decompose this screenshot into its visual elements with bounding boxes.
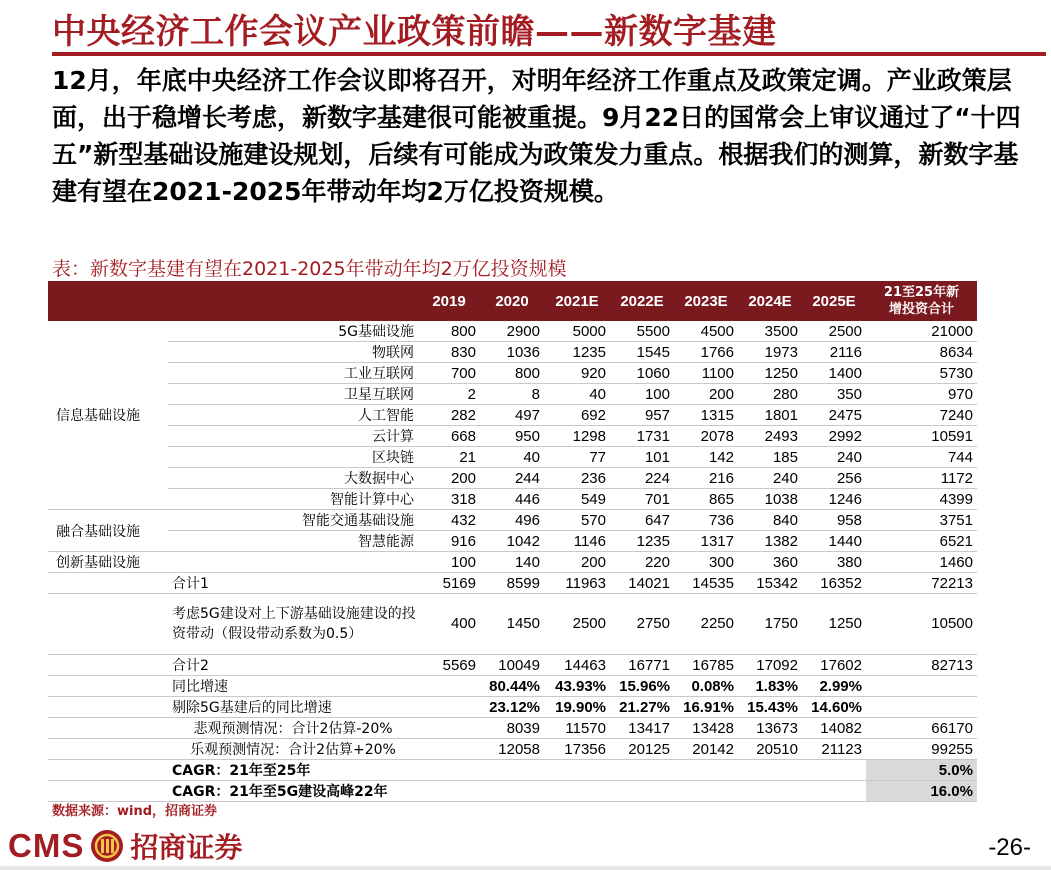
header-year: 2023E [674, 281, 738, 321]
value-cell: 240 [802, 447, 866, 468]
value-cell: 2.99% [802, 676, 866, 697]
sector-name: 大数据中心 [168, 468, 418, 489]
header-year: 2020 [480, 281, 544, 321]
sector-name: 工业互联网 [168, 363, 418, 384]
sector-name: 智慧能源 [168, 531, 418, 552]
blank-cell [48, 739, 168, 760]
table-row-yoy_ex5g [48, 697, 977, 718]
header-year: 2021E [544, 281, 610, 321]
blank-cell [610, 760, 674, 781]
value-cell: 280 [738, 384, 802, 405]
value-cell: 5569 [418, 655, 480, 676]
blank-cell [48, 718, 168, 739]
value-cell: 16352 [802, 573, 866, 594]
value-cell: 840 [738, 510, 802, 531]
value-cell: 14463 [544, 655, 610, 676]
blank-cell [674, 781, 738, 802]
value-cell: 1235 [544, 342, 610, 363]
value-cell: 43.93% [544, 676, 610, 697]
value-cell: 11570 [544, 718, 610, 739]
table-row [48, 426, 977, 447]
table-row [48, 552, 977, 573]
table-row [48, 468, 977, 489]
value-cell: 3500 [738, 321, 802, 342]
sector-name: 5G基础设施 [168, 321, 418, 342]
value-cell: 2992 [802, 426, 866, 447]
value-cell: 920 [544, 363, 610, 384]
blank-cell [544, 781, 610, 802]
value-cell: 14535 [674, 573, 738, 594]
blank-cell [418, 781, 480, 802]
value-cell: 647 [610, 510, 674, 531]
header-year: 2022E [610, 281, 674, 321]
value-cell: 11963 [544, 573, 610, 594]
value-cell: 2750 [610, 594, 674, 655]
value-cell: 318 [418, 489, 480, 510]
value-cell: 20125 [610, 739, 674, 760]
value-cell: 549 [544, 489, 610, 510]
value-cell [866, 676, 977, 697]
value-cell: 1400 [802, 363, 866, 384]
value-cell: 736 [674, 510, 738, 531]
value-cell: 40 [480, 447, 544, 468]
value-cell: 244 [480, 468, 544, 489]
value-cell: 2500 [802, 321, 866, 342]
value-cell: 668 [418, 426, 480, 447]
value-cell: 5500 [610, 321, 674, 342]
blank-cell [674, 760, 738, 781]
value-cell: 432 [418, 510, 480, 531]
category-label: 信息基础设施 [48, 321, 168, 510]
company-logo [8, 826, 242, 866]
value-cell: 100 [418, 552, 480, 573]
sector-name: 智能交通基础设施 [168, 510, 418, 531]
table-row [48, 447, 977, 468]
value-cell: 23.12% [480, 697, 544, 718]
value-cell: 300 [674, 552, 738, 573]
value-cell: 2 [418, 384, 480, 405]
value-cell: 1038 [738, 489, 802, 510]
header-year: 2025E [802, 281, 866, 321]
table-row-yoy [48, 676, 977, 697]
value-cell: 8599 [480, 573, 544, 594]
logo-cms-text: CMS [8, 827, 85, 864]
table-row [48, 342, 977, 363]
value-cell: 7240 [866, 405, 977, 426]
value-cell: 8 [480, 384, 544, 405]
value-cell: 1146 [544, 531, 610, 552]
value-cell: 0.08% [674, 676, 738, 697]
value-cell: 101 [610, 447, 674, 468]
blank-cell [544, 760, 610, 781]
value-cell: 10591 [866, 426, 977, 447]
value-cell [418, 676, 480, 697]
value-cell: 1235 [610, 531, 674, 552]
value-cell: 957 [610, 405, 674, 426]
sector-name: 云计算 [168, 426, 418, 447]
value-cell: 744 [866, 447, 977, 468]
value-cell: 1060 [610, 363, 674, 384]
value-cell: 1750 [738, 594, 802, 655]
value-cell: 1246 [802, 489, 866, 510]
investment-table [48, 281, 977, 802]
table-row-total1 [48, 573, 977, 594]
value-cell: 350 [802, 384, 866, 405]
title-divider [52, 52, 1046, 56]
value-cell: 1382 [738, 531, 802, 552]
value-cell: 830 [418, 342, 480, 363]
value-cell: 15.43% [738, 697, 802, 718]
value-cell: 380 [802, 552, 866, 573]
value-cell: 82713 [866, 655, 977, 676]
value-cell: 4500 [674, 321, 738, 342]
row-label: 同比增速 [168, 676, 418, 697]
table-row [48, 384, 977, 405]
value-cell: 14.60% [802, 697, 866, 718]
value-cell: 1731 [610, 426, 674, 447]
blank-cell [802, 760, 866, 781]
value-cell: 10500 [866, 594, 977, 655]
value-cell: 8039 [480, 718, 544, 739]
row-label: 合计2 [168, 655, 418, 676]
value-cell: 1042 [480, 531, 544, 552]
header-blank [48, 281, 168, 321]
value-cell: 15.96% [610, 676, 674, 697]
cagr-value: 16.0% [866, 781, 977, 802]
sector-name: 区块链 [168, 447, 418, 468]
table-header-row [48, 281, 977, 321]
value-cell: 10049 [480, 655, 544, 676]
table-row [48, 405, 977, 426]
value-cell: 72213 [866, 573, 977, 594]
blank-cell [418, 760, 480, 781]
value-cell: 2900 [480, 321, 544, 342]
value-cell: 13428 [674, 718, 738, 739]
table-row [48, 489, 977, 510]
blank-cell [48, 573, 168, 594]
value-cell: 1973 [738, 342, 802, 363]
value-cell: 1545 [610, 342, 674, 363]
value-cell: 360 [738, 552, 802, 573]
value-cell: 950 [480, 426, 544, 447]
value-cell: 2250 [674, 594, 738, 655]
value-cell: 15342 [738, 573, 802, 594]
value-cell: 17356 [544, 739, 610, 760]
blank-cell [738, 781, 802, 802]
blank-cell [48, 697, 168, 718]
value-cell: 20510 [738, 739, 802, 760]
sector-name: 卫星互联网 [168, 384, 418, 405]
value-cell: 99255 [866, 739, 977, 760]
blank-cell [48, 676, 168, 697]
row-label: 悲观预测情况：合计2估算-20% [168, 718, 418, 739]
value-cell [866, 697, 977, 718]
value-cell: 700 [418, 363, 480, 384]
value-cell: 21000 [866, 321, 977, 342]
row-label: 合计1 [168, 573, 418, 594]
value-cell: 958 [802, 510, 866, 531]
cagr-label: CAGR：21年至25年 [168, 760, 418, 781]
value-cell: 1315 [674, 405, 738, 426]
value-cell: 142 [674, 447, 738, 468]
value-cell: 220 [610, 552, 674, 573]
value-cell [418, 697, 480, 718]
row-label: 考虑5G建设对上下游基础设施建设的投资带动（假设带动系数为0.5） [168, 594, 418, 655]
value-cell: 100 [610, 384, 674, 405]
table-row-optimistic [48, 739, 977, 760]
value-cell: 240 [738, 468, 802, 489]
value-cell: 2500 [544, 594, 610, 655]
value-cell: 1172 [866, 468, 977, 489]
table-row-consider [48, 594, 977, 655]
blank-cell [48, 781, 168, 802]
value-cell: 916 [418, 531, 480, 552]
value-cell: 800 [480, 363, 544, 384]
value-cell: 19.90% [544, 697, 610, 718]
value-cell: 216 [674, 468, 738, 489]
value-cell: 21.27% [610, 697, 674, 718]
value-cell: 692 [544, 405, 610, 426]
table-caption: 表：新数字基建有望在2021-2025年带动年均2万亿投资规模 [52, 258, 567, 280]
value-cell: 400 [418, 594, 480, 655]
value-cell: 1100 [674, 363, 738, 384]
table-row-total2 [48, 655, 977, 676]
value-cell: 497 [480, 405, 544, 426]
category-label: 创新基础设施 [48, 552, 168, 573]
value-cell: 446 [480, 489, 544, 510]
value-cell: 1460 [866, 552, 977, 573]
value-cell: 5730 [866, 363, 977, 384]
value-cell: 5000 [544, 321, 610, 342]
value-cell: 17092 [738, 655, 802, 676]
value-cell: 1440 [802, 531, 866, 552]
value-cell: 1036 [480, 342, 544, 363]
value-cell: 570 [544, 510, 610, 531]
value-cell: 4399 [866, 489, 977, 510]
value-cell: 66170 [866, 718, 977, 739]
value-cell [418, 739, 480, 760]
value-cell: 865 [674, 489, 738, 510]
value-cell: 200 [544, 552, 610, 573]
blank-cell [48, 655, 168, 676]
blank-cell [480, 760, 544, 781]
value-cell [418, 718, 480, 739]
value-cell: 140 [480, 552, 544, 573]
value-cell: 6521 [866, 531, 977, 552]
table-row-pessimistic [48, 718, 977, 739]
value-cell: 2116 [802, 342, 866, 363]
value-cell: 236 [544, 468, 610, 489]
cagr-value: 5.0% [866, 760, 977, 781]
blank-cell [48, 760, 168, 781]
value-cell: 970 [866, 384, 977, 405]
table-row [48, 321, 977, 342]
category-label: 融合基础设施 [48, 510, 168, 552]
blank-cell [802, 781, 866, 802]
header-year: 2019 [418, 281, 480, 321]
value-cell: 282 [418, 405, 480, 426]
table-row-cagr1 [48, 760, 977, 781]
value-cell: 200 [674, 384, 738, 405]
value-cell: 16.91% [674, 697, 738, 718]
value-cell: 1801 [738, 405, 802, 426]
value-cell: 1.83% [738, 676, 802, 697]
table-row [48, 510, 977, 531]
value-cell: 200 [418, 468, 480, 489]
blank-cell [738, 760, 802, 781]
value-cell: 20142 [674, 739, 738, 760]
value-cell: 1250 [802, 594, 866, 655]
value-cell: 17602 [802, 655, 866, 676]
page-number: -26- [988, 834, 1031, 861]
value-cell: 8634 [866, 342, 977, 363]
intro-paragraph: 12月，年底中央经济工作会议即将召开，对明年经济工作重点及政策定调。产业政策层面，出于稳增长考虑，新数字基建很可能被重提。9月22日的国常会上审议通过了“十四五”新型基础设施建设规划，后续有可能成为政策发力重点。根据我们的测算，新数字基建有望在2021-2025年带动年均2万亿投资规模。 [52, 66, 1021, 206]
value-cell: 2078 [674, 426, 738, 447]
value-cell: 80.44% [480, 676, 544, 697]
value-cell: 1317 [674, 531, 738, 552]
blank-cell [480, 781, 544, 802]
table-row-cagr2 [48, 781, 977, 802]
value-cell: 800 [418, 321, 480, 342]
value-cell: 12058 [480, 739, 544, 760]
sector-name: 物联网 [168, 342, 418, 363]
value-cell: 2475 [802, 405, 866, 426]
value-cell: 224 [610, 468, 674, 489]
footer-divider [0, 866, 1051, 870]
sector-name: 人工智能 [168, 405, 418, 426]
value-cell: 16785 [674, 655, 738, 676]
value-cell: 21 [418, 447, 480, 468]
table-row [48, 531, 977, 552]
value-cell: 13417 [610, 718, 674, 739]
value-cell: 1250 [738, 363, 802, 384]
value-cell: 14082 [802, 718, 866, 739]
blank-cell [610, 781, 674, 802]
cagr-label: CAGR：21年至5G建设高峰22年 [168, 781, 418, 802]
blank-cell [48, 594, 168, 655]
row-label: 乐观预测情况：合计2估算+20% [168, 739, 418, 760]
header-year: 2024E [738, 281, 802, 321]
page-title: 中央经济工作会议产业政策前瞻——新数字基建 [52, 12, 777, 52]
data-source: 数据来源：wind，招商证券 [52, 804, 218, 819]
row-label: 剔除5G基建后的同比增速 [168, 697, 418, 718]
value-cell: 13673 [738, 718, 802, 739]
value-cell: 3751 [866, 510, 977, 531]
logo-cn-text: 招商证券 [130, 831, 243, 864]
value-cell: 14021 [610, 573, 674, 594]
value-cell: 1766 [674, 342, 738, 363]
value-cell: 77 [544, 447, 610, 468]
value-cell: 40 [544, 384, 610, 405]
sector-name: 智能计算中心 [168, 489, 418, 510]
value-cell: 496 [480, 510, 544, 531]
value-cell: 1450 [480, 594, 544, 655]
sector-name [168, 552, 418, 573]
value-cell: 701 [610, 489, 674, 510]
value-cell: 256 [802, 468, 866, 489]
value-cell: 2493 [738, 426, 802, 447]
header-total: 21至25年新 增投资合计 [866, 281, 977, 321]
value-cell: 21123 [802, 739, 866, 760]
value-cell: 16771 [610, 655, 674, 676]
cms-emblem-icon [90, 829, 124, 863]
table-row [48, 363, 977, 384]
header-blank [168, 281, 418, 321]
value-cell: 185 [738, 447, 802, 468]
value-cell: 5169 [418, 573, 480, 594]
value-cell: 1298 [544, 426, 610, 447]
